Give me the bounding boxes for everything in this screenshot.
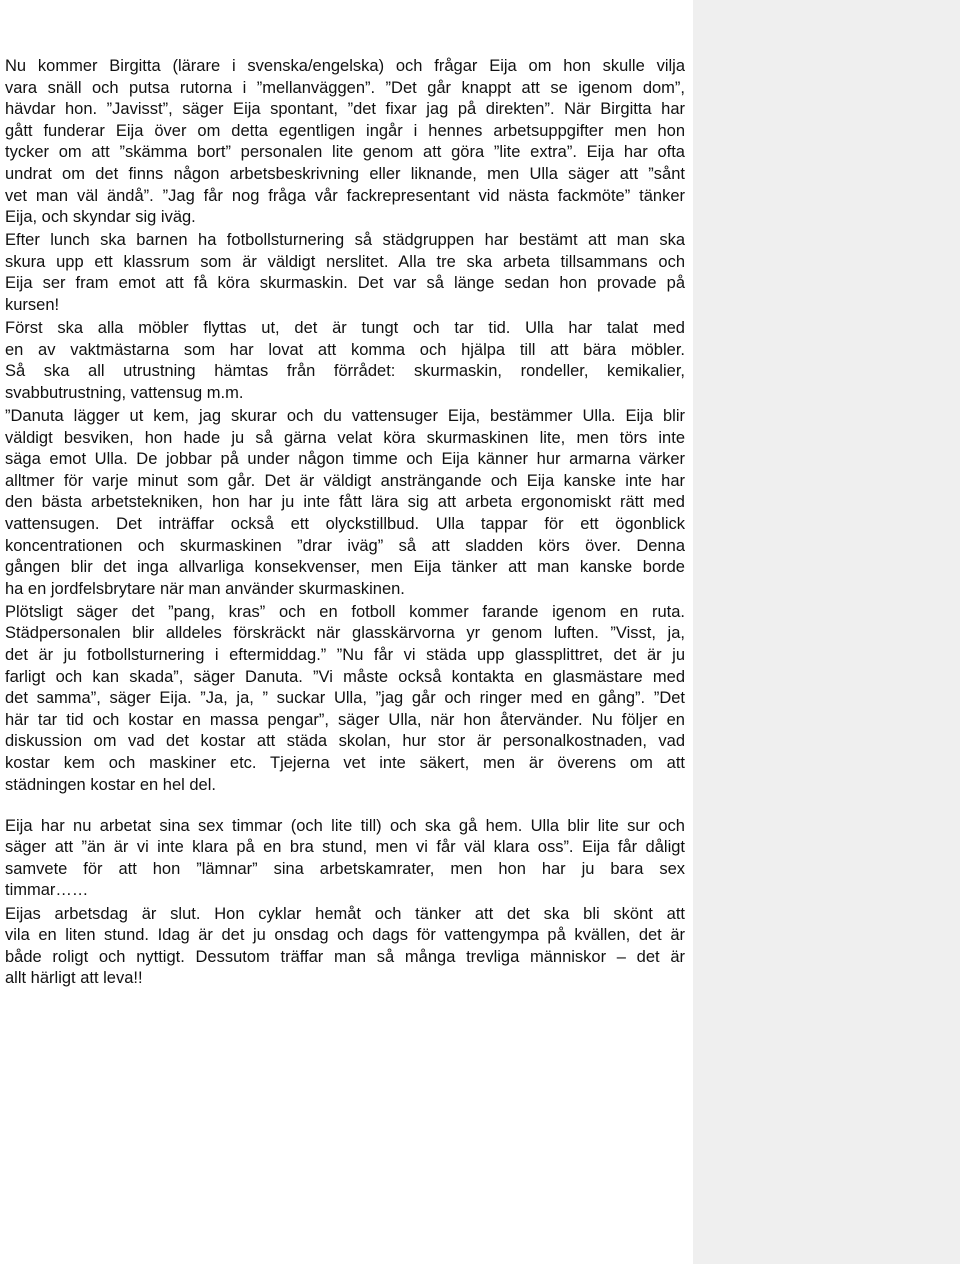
text-line: undrat om det finns någon arbetsbeskrivning eller liknande, men Ulla säger att ”sånt <box>5 164 685 183</box>
text-line: vet man väl ändå”. ”Jag får nog fråga vår fackrepresentant vid nästa fackmöte” tänker <box>5 186 685 205</box>
text-line: ”Danuta lägger ut kem, jag skurar och du vattensuger Eija, bestämmer Ulla. Eija blir <box>5 407 685 425</box>
text-line: alltmer för varje minut som går. Det är väldigt ansträngande och Eija kanske inte har <box>5 471 685 490</box>
text-line: Först ska alla möbler flyttas ut, det är tungt och tar tid. Ulla har talat med <box>5 319 685 338</box>
text-line: allt härligt att leva!! <box>5 969 143 988</box>
text-line: Eijas arbetsdag är slut. Hon cyklar hemåt och tänker att det ska bli skönt att <box>5 904 685 923</box>
text-line: Eija ser fram emot att få köra skurmaskin. Det var så länge sedan hon provade på <box>5 274 685 293</box>
blank-line <box>5 798 685 816</box>
text-line: Eija har nu arbetat sina sex timmar (och lite till) och ska gå hem. Ulla blir lite sur och <box>5 816 685 835</box>
text-line: den bästa arbetstekniken, hon har ju inte fått lära sig att arbeta ergonomiskt rätt med <box>5 493 685 512</box>
text-line: Nu kommer Birgitta (lärare i svenska/engelska) och frågar Eija om hon skulle vilja <box>5 57 685 75</box>
text-line: svabbutrustning, vattensug m.m. <box>5 383 244 402</box>
text-line: timmar…… <box>5 881 89 900</box>
text-line: säga emot Ulla. De jobbar på under någon timme och Eija känner hur armarna värker <box>5 450 685 469</box>
text-line: kursen! <box>5 296 60 315</box>
text-line: gången blir det inga allvarliga konsekvenser, men Eija tänker att man kanske borde <box>5 558 685 577</box>
text-line: det samma”, säger Eija. ”Ja, ja, ” suckar Ulla, ”jag går och ringer med en gång”. ”Det <box>5 689 685 708</box>
paragraph <box>5 602 685 796</box>
text-line: koncentrationen och skurmaskinen ”drar iväg” så att sladden körs över. Denna <box>5 536 685 555</box>
text-line: diskussion om vad det kostar att städa skolan, hur stor är personalkostnaden, vad <box>5 732 685 751</box>
text-line: här tar tid och kostar en massa pengar”, säger Ulla, när hon återvänder. Nu följer en <box>5 710 685 729</box>
text-line: Plötsligt säger det ”pang, kras” och en fotboll kommer farande igenom en ruta. <box>5 602 685 621</box>
text-line: både roligt och nyttigt. Dessutom träffar man så många trevliga människor – det är <box>5 947 685 966</box>
text-line: Efter lunch ska barnen ha fotbollsturnering så städgruppen har bestämt att man ska <box>5 231 685 250</box>
text-line: hävdar hon. ”Javisst”, säger Eija spontant, ”det fixar jag på direkten”. När Birgitta har <box>5 100 685 119</box>
text-line: städningen kostar en hel del. <box>5 775 216 794</box>
paragraph <box>5 56 685 229</box>
paragraph <box>5 904 685 990</box>
text-line: Städpersonalen blir alldeles förskräckt när glasskärvorna yr genom luften. ”Visst, ja, <box>5 624 685 643</box>
document-body <box>5 56 685 991</box>
paragraph <box>5 406 685 600</box>
text-line: kostar kem och maskiner etc. Tjejerna vet inte säkert, men är överens om att <box>5 754 685 772</box>
paragraph <box>5 230 685 316</box>
text-line: gått funderar Eija över om detta egentligen ingår i hennes arbetsuppgifter men hon <box>5 121 685 140</box>
text-line: ha en jordfelsbrytare när man använder skurmaskinen. <box>5 579 405 598</box>
text-line: säger att ”än är vi inte klara på en bra stund, men vi får väl klara oss”. Eija får dåligt <box>5 838 685 857</box>
text-line: vara snäll och putsa rutorna i ”mellanväggen”. ”Det går knappt att se igenom dom”, <box>5 78 685 97</box>
text-line: Så ska all utrustning hämtas från förrådet: skurmaskin, rondeller, kemikalier, <box>5 362 685 381</box>
text-line: Eija, och skyndar sig iväg. <box>5 208 196 227</box>
comment-margin-panel <box>693 0 960 1264</box>
text-line: en av vaktmästarna som har lovat att komma och hjälpa till att bära möbler. <box>5 340 685 359</box>
paragraph <box>5 816 685 902</box>
text-line: samvete för att hon ”lämnar” sina arbetskamrater, men hon har ju bara sex <box>5 859 685 878</box>
text-line: tycker om att ”skämma bort” personalen lite genom att göra ”lite extra”. Eija har ofta <box>5 143 685 162</box>
text-line: det är ju fotbollsturnering i eftermiddag.” ”Nu får vi städa upp glassplittret, det är ju <box>5 646 685 665</box>
text-line: vattensugen. Det inträffar också ett olyckstillbud. Ulla tappar för ett ögonblick <box>5 514 685 533</box>
text-line: skura upp ett klassrum som är väldigt nerslitet. Alla tre ska arbeta tillsammans och <box>5 252 685 271</box>
text-line: väldigt besviken, hon hade ju så gärna velat köra skurmaskinen lite, men törs inte <box>5 428 685 447</box>
paragraph <box>5 318 685 404</box>
text-line: vila en liten stund. Idag är det ju onsdag och dags för vattengympa på kvällen, det är <box>5 926 685 945</box>
text-line: farligt och kan skada”, säger Danuta. ”Vi måste också kontakta en glasmästare med <box>5 667 685 686</box>
